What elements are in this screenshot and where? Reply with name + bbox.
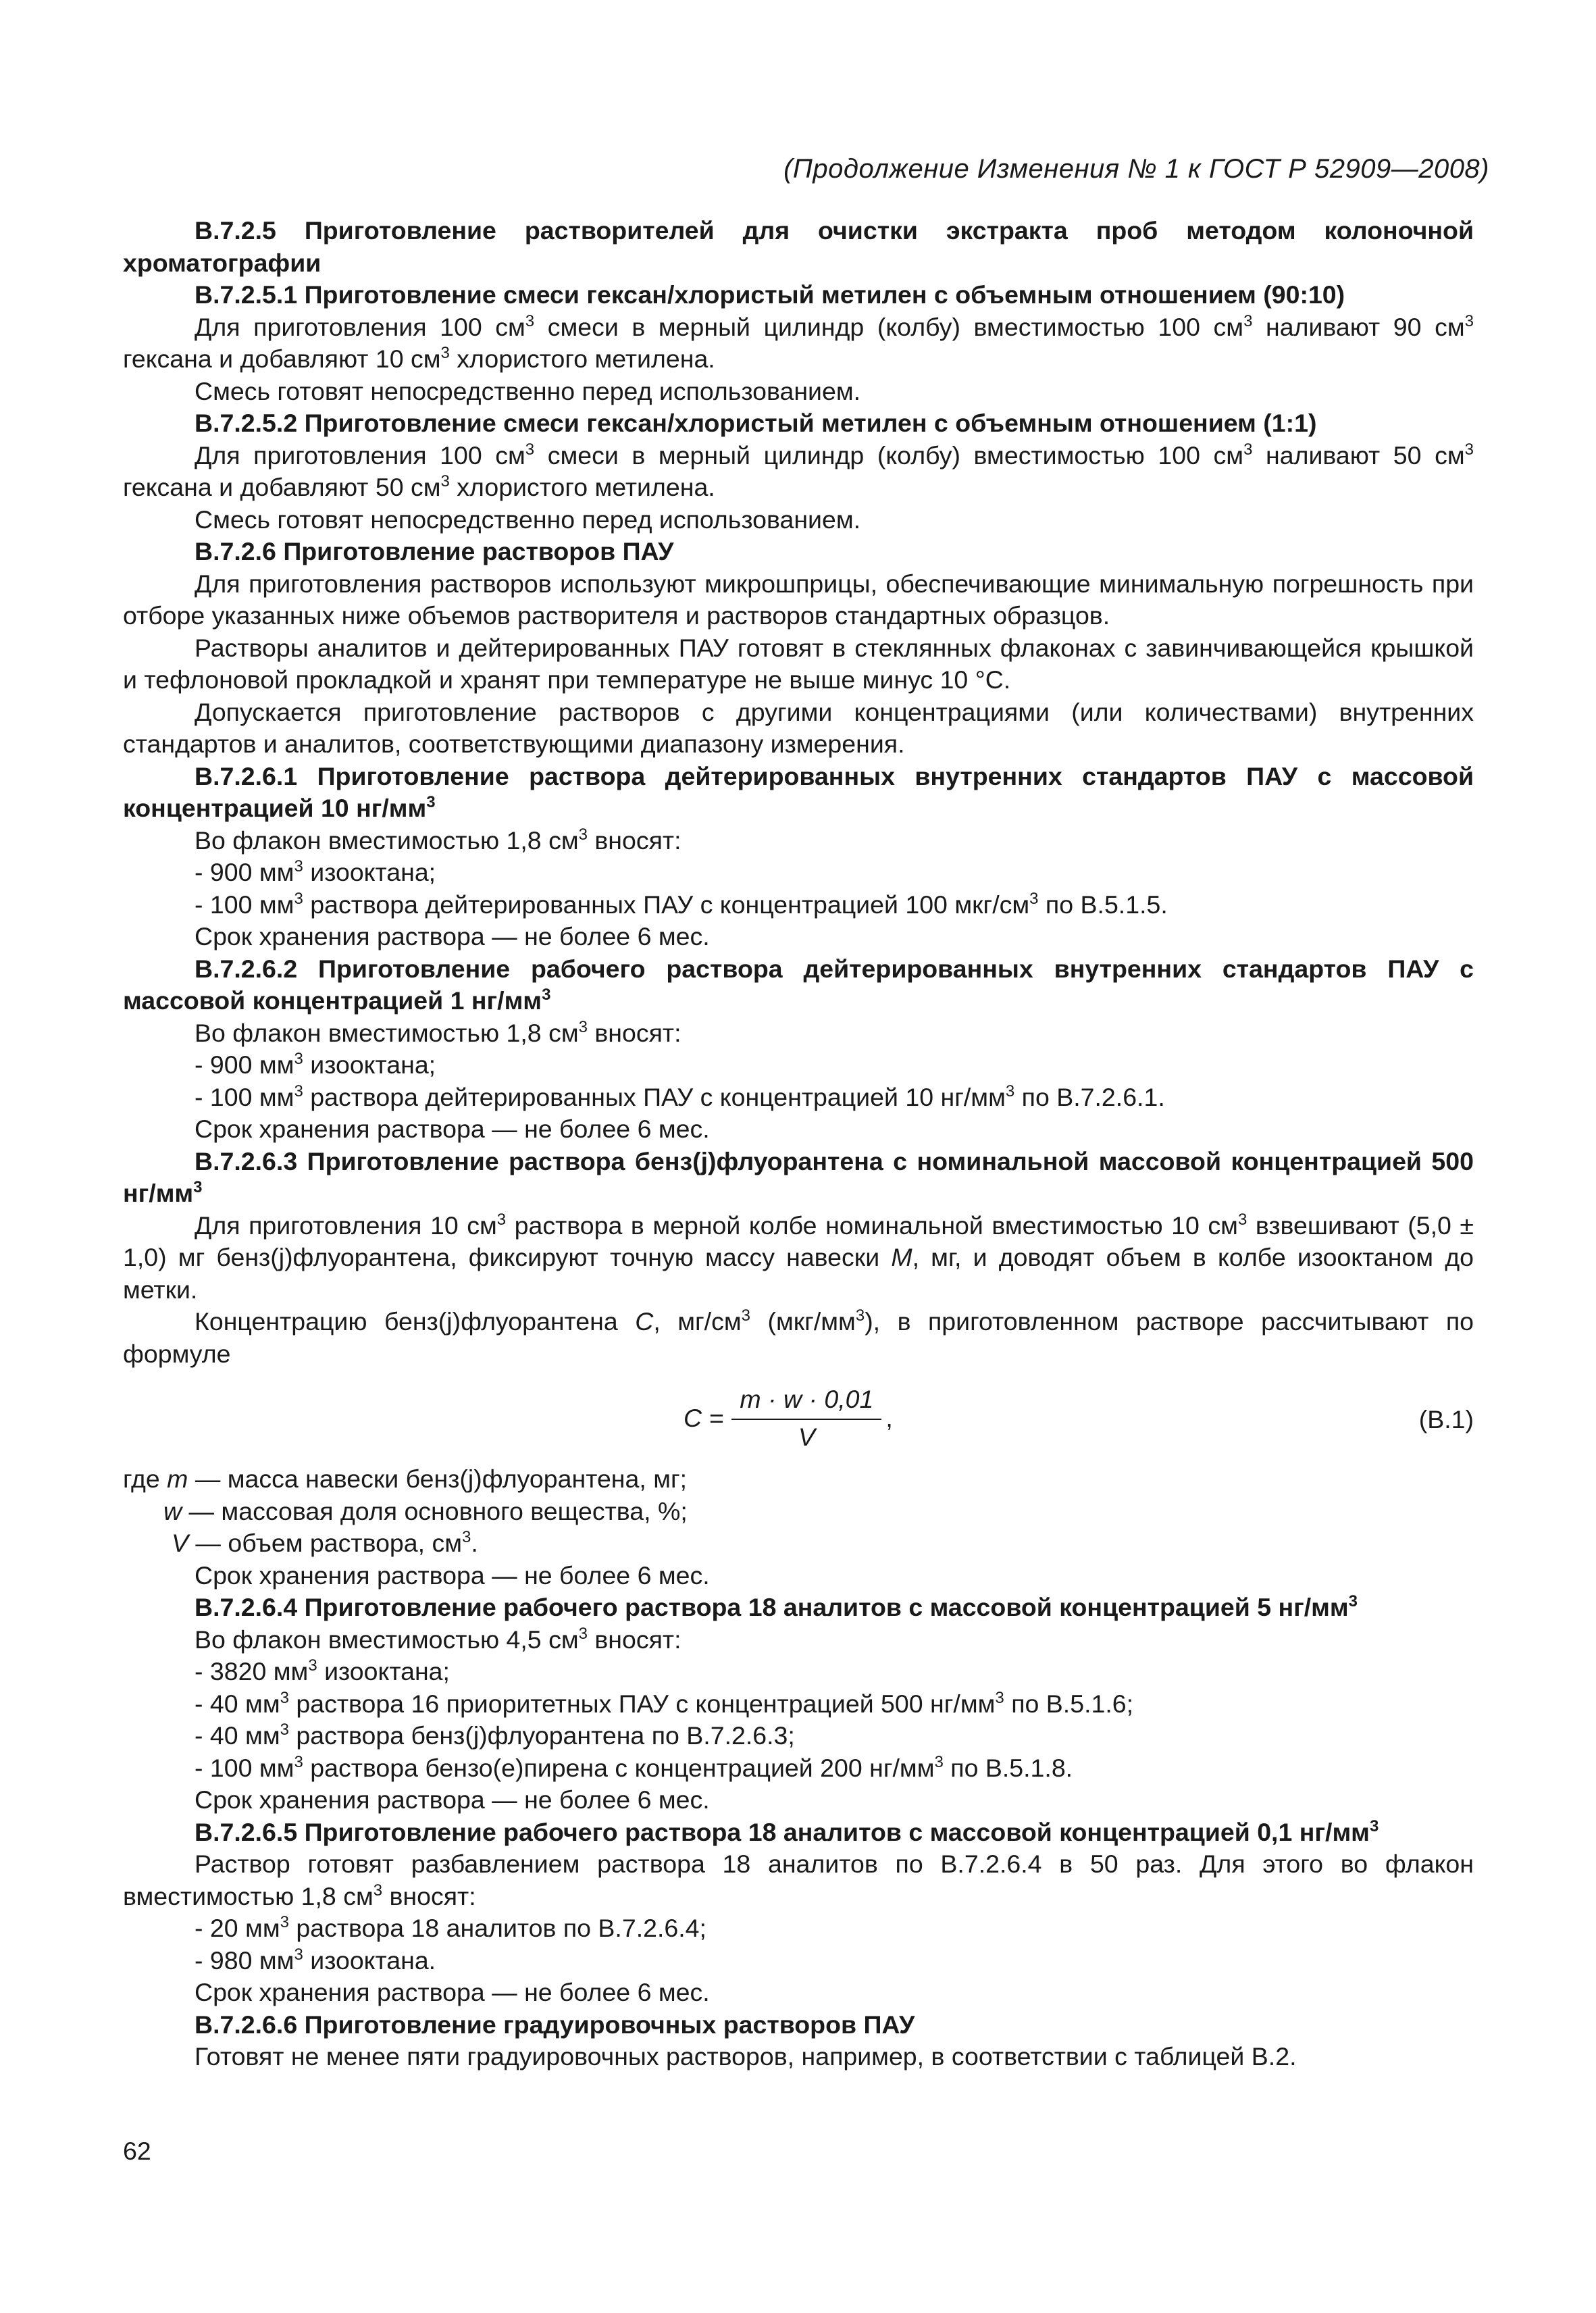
paragraph: Для приготовления 100 $см^3$ смеси в мерный цилиндр (колбу) вместимостью 100 $см^3$ наливают 50 $см^3$ гексана и добавляют 50 $см^3$ хлористого метилена. <box>123 440 1474 501</box>
section-heading: В.7.2.6.6 Приготовление градуировочных растворов ПАУ <box>195 2010 915 2039</box>
paragraph: Во флакон вместимостью 4,5 $см^3$ вносят: <box>195 1624 681 1654</box>
paragraph: Для приготовления 10 $см^3$ раствора в мерной колбе номинальной вместимостью 10 $см^3$ взвешивают (5,0 ± 1,0) мг бенз(j)флуорантена, фиксируют точную массу навески М, мг, и доводят объем в колбе изооктаном до метки. <box>123 1210 1474 1304</box>
formula-denominator: V <box>798 1422 815 1451</box>
formula-block <box>123 1379 1474 1454</box>
list-item: - 40 $мм^3$ раствора 16 приоритетных ПАУ с концентрацией 500 $нг/мм^3$ по В.5.1.6; <box>195 1688 1134 1718</box>
list-item: - 100 $мм^3$ раствора дейтерированных ПАУ с концентрацией 100 мкг/$см^3$ по В.5.1.5. <box>195 889 1168 919</box>
paragraph: Для приготовления 100 $см^3$ смеси в мерный цилиндр (колбу) вместимостью 100 $см^3$ наливают 90 $см^3$ гексана и добавляют 10 $см^3$ хлористого метилена. <box>123 311 1474 373</box>
section-heading: В.7.2.6 Приготовление растворов ПАУ <box>195 537 674 565</box>
section-heading: В.7.2.5.1 Приготовление смеси гексан/хлористый метилен с объемным отношением (90:10) <box>195 280 1345 309</box>
storage-note: Срок хранения раствора — не более 6 мес. <box>195 922 710 950</box>
page-header: (Продолжение Изменения № 1 к ГОСТ Р 52909—2008) <box>783 154 1489 184</box>
list-item: - 900 $мм^3$ изооктана; <box>195 1050 436 1079</box>
formula-number: (В.1) <box>1418 1405 1474 1433</box>
list-item: - 40 $мм^3$ раствора бенз(j)флуорантена по В.7.2.6.3; <box>195 1721 795 1750</box>
list-item: - 980 $мм^3$ изооктана. <box>195 1945 436 1975</box>
section-heading: В.7.2.6.5 Приготовление рабочего раствора 18 аналитов с массовой концентрацией 0,1 $нг/мм^3$ <box>195 1816 1379 1846</box>
list-item: - 100 $мм^3$ раствора бензо(е)пирена с концентрацией 200 $нг/мм^3$ по В.5.1.8. <box>195 1752 1073 1782</box>
formula-trail: , <box>885 1403 893 1432</box>
section-heading: В.7.2.6.1 Приготовление раствора дейтерированных внутренних стандартов ПАУ с массовой концентрацией 10 $нг/мм^3$ <box>123 761 1474 822</box>
storage-note: Срок хранения раствора — не более 6 мес. <box>195 1978 710 2006</box>
storage-note: Срок хранения раствора — не более 6 мес. <box>195 1785 710 1814</box>
paragraph: Растворы аналитов и дейтерированных ПАУ готовят в стеклянных флаконах с завинчивающейся крышкой и тефлоновой прокладкой и хранят при температуре не выше минус 10 °С. <box>123 633 1474 694</box>
section-heading: В.7.2.5 Приготовление растворителей для очистки экстракта проб методом колоночной хроматографии <box>123 216 1474 277</box>
section-heading: В.7.2.6.2 Приготовление рабочего раствора дейтерированных внутренних стандартов ПАУ с массовой концентрацией 1 $нг/мм^3$ <box>123 954 1474 1015</box>
paragraph: Допускается приготовление растворов с другими концентрациями (или количествами) внутренних стандартов и аналитов, соответствующими диапазону измерения. <box>123 697 1474 758</box>
where-line: V — объем раствора, $см^3$. <box>172 1528 478 1557</box>
list-item: - 900 $мм^3$ изооктана; <box>195 857 436 886</box>
section-heading: В.7.2.6.4 Приготовление рабочего раствора 18 аналитов с массовой концентрацией 5 $нг/мм^3$ <box>195 1592 1358 1621</box>
storage-note: Срок хранения раствора — не более 6 мес. <box>195 1560 710 1590</box>
where-block <box>123 1463 1474 1560</box>
formula <box>684 1383 893 1453</box>
paragraph: Во флакон вместимостью 1,8 $см^3$ вносят: <box>195 1017 681 1047</box>
paragraph: Готовят не менее пяти градуировочных растворов, например, в соответствии с таблицей В.2. <box>195 2042 1297 2070</box>
formula-numerator: m · w · 0,01 <box>731 1383 881 1420</box>
formula-fraction <box>731 1383 881 1453</box>
paragraph: Во флакон вместимостью 1,8 $см^3$ вносят: <box>195 825 681 855</box>
section-heading: В.7.2.5.2 Приготовление смеси гексан/хлористый метилен с объемным отношением (1:1) <box>195 409 1317 437</box>
paragraph: Для приготовления растворов используют микрошприцы, обеспечивающие минимальную погрешность при отборе указанных ниже объемов растворителя и растворов стандартных образцов. <box>123 569 1474 630</box>
page-number: 62 <box>123 2137 151 2165</box>
where-line: где m — масса навески бенз(j)флуорантена, мг; <box>123 1465 688 1493</box>
list-item: - 3820 $мм^3$ изооктана; <box>195 1656 450 1685</box>
paragraph: Смесь готовят непосредственно перед использованием. <box>195 376 861 405</box>
where-line: w — массовая доля основного вещества, %; <box>163 1496 688 1525</box>
list-item: - 20 $мм^3$ раствора 18 аналитов по В.7.2.6.4; <box>195 1913 706 1942</box>
section-heading: В.7.2.6.3 Приготовление раствора бенз(j)флуорантена с номинальной массовой концентрацией 500 $нг/мм^3$ <box>123 1146 1474 1207</box>
formula-lhs: C = <box>684 1403 724 1432</box>
list-item: - 100 $мм^3$ раствора дейтерированных ПАУ с концентрацией 10 $нг/мм^3$ по В.7.2.6.1. <box>195 1082 1165 1111</box>
storage-note: Срок хранения раствора — не более 6 мес. <box>195 1115 710 1143</box>
document-body <box>123 215 1474 2073</box>
paragraph: Смесь готовят непосредственно перед использованием. <box>195 505 861 534</box>
paragraph: Концентрацию бенз(j)флуорантена С, $мг/см^3$ $(мкг/мм^3)$, в приготовленном растворе рассчитывают по формуле <box>123 1306 1474 1368</box>
paragraph: Раствор готовят разбавлением раствора 18 аналитов по В.7.2.6.4 в 50 раз. Для этого во флакон вместимостью 1,8 $см^3$ вносят: <box>123 1850 1474 1910</box>
